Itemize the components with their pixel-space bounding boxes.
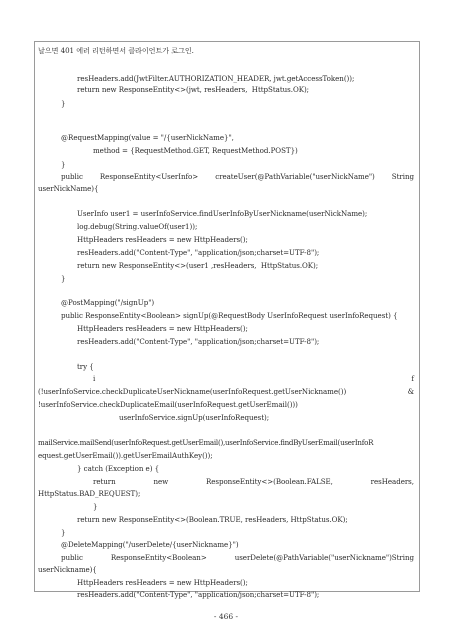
code-line: } [61, 528, 66, 537]
code-line: @DeleteMapping("/userDelete/{userNickname}") [61, 540, 239, 549]
code-line: 날으면 401 에러 리턴하면서 클라이언트가 로그인. [38, 46, 194, 55]
code-line: userNickname){ [38, 565, 97, 574]
code-line: resHeaders.add("Content-Type", "application/json;charset=UTF-8"); [77, 590, 320, 599]
code-word: f [411, 374, 414, 383]
code-word: ResponseEntity<UserInfo> [99, 172, 199, 181]
code-line: } catch (Exception e) { [77, 464, 160, 473]
code-word: String [391, 172, 414, 181]
code-line: return new ResponseEntity<>(user1 ,resHeaders, HttpStatus.OK); [77, 261, 319, 270]
code-word: new [153, 477, 169, 486]
code-line: HttpHeaders resHeaders = new HttpHeaders(); [77, 578, 248, 587]
code-line-justified [61, 553, 414, 562]
code-word: public [61, 553, 83, 562]
code-word: ResponseEntity<Boolean> [110, 553, 207, 562]
code-line: } [61, 99, 66, 108]
code-word: public [61, 172, 83, 181]
code-line: resHeaders.add(JwtFilter.AUTHORIZATION_HEADER, jwt.getAccessToken()); [77, 74, 355, 83]
code-line: return new ResponseEntity<>(Boolean.TRUE, resHeaders, HttpStatus.OK); [77, 515, 348, 524]
code-line: !userInfoService.checkDuplicateEmail(userInfoRequest.getUserEmail())) [38, 400, 298, 409]
code-line: method = {RequestMethod.GET, RequestMethod.POST}) [93, 146, 298, 155]
code-line: UserInfo user1 = userInfoService.findUserInfoByUserNickname(userNickName); [77, 209, 368, 218]
code-line-justified [93, 374, 414, 383]
code-word: ResponseEntity<>(Boolean.FALSE, [205, 477, 333, 486]
code-line: try { [77, 362, 94, 371]
code-line-justified [61, 172, 414, 181]
code-word: (!userInfoService.checkDuplicateUserNickname(userInfoRequest.getUserNickname()) [38, 387, 347, 396]
code-line: userInfoService.signUp(userInfoRequest); [119, 413, 270, 422]
code-line: resHeaders.add("Content-Type", "application/json;charset=UTF-8"); [77, 248, 320, 257]
code-line: log.debug(String.valueOf(user1)); [77, 222, 198, 231]
code-line-justified [38, 387, 414, 396]
code-line: } [61, 274, 66, 283]
code-word: createUser(@PathVariable("userNickName") [215, 172, 375, 181]
code-line: @RequestMapping(value = "/{userNickName}", [61, 133, 234, 142]
code-word: i [93, 374, 96, 383]
code-line: HttpHeaders resHeaders = new HttpHeaders(); [77, 324, 248, 333]
code-word: userDelete(@PathVariable("userNickname")String [234, 553, 414, 562]
code-line: mailService.mailSend(userInfoRequest.getUserEmail(),userInfoService.findByUserEmail(userInfoR [38, 438, 374, 447]
code-line: userNickName){ [38, 184, 99, 193]
code-line: equest.getUserEmail()).getUserEmailAuthKey()); [38, 451, 213, 460]
code-frame [34, 41, 420, 599]
code-word: & [407, 387, 414, 396]
code-line: public ResponseEntity<Boolean> signUp(@RequestBody UserInfoRequest userInfoRequest) { [61, 311, 398, 320]
code-line-justified [93, 477, 414, 486]
code-line: } [93, 502, 98, 511]
code-line: HttpStatus.BAD_REQUEST); [38, 489, 141, 498]
code-line: } [61, 160, 66, 169]
code-word: resHeaders, [370, 477, 414, 486]
code-line: resHeaders.add("Content-Type", "application/json;charset=UTF-8"); [77, 337, 320, 346]
code-line: HttpHeaders resHeaders = new HttpHeaders(); [77, 235, 248, 244]
page-number: - 466 - [213, 612, 239, 621]
code-word: return [93, 477, 116, 486]
code-line: @PostMapping("/signUp") [61, 298, 155, 307]
code-line: return new ResponseEntity<>(jwt, resHeaders, HttpStatus.OK); [77, 85, 310, 94]
